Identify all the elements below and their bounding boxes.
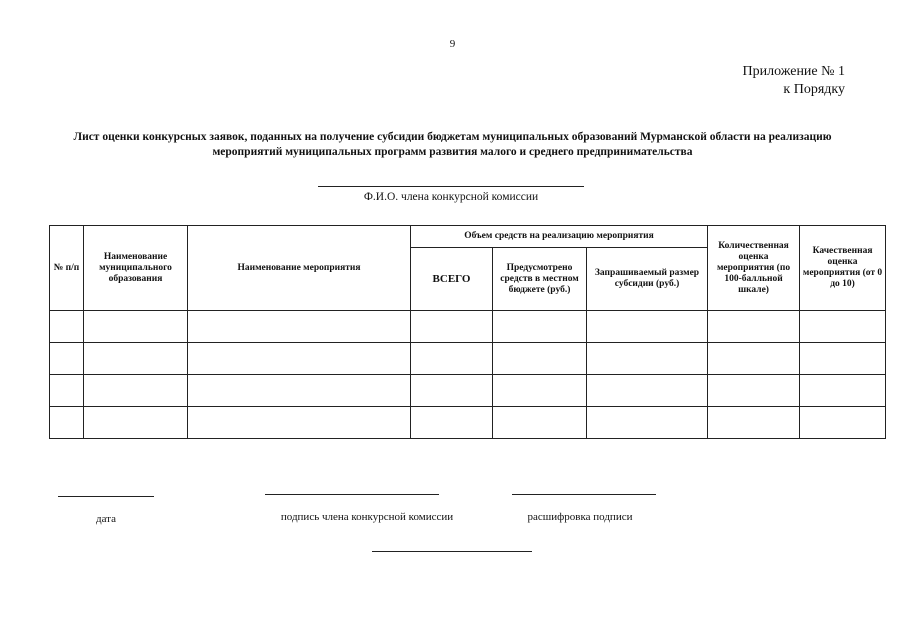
table-cell <box>587 311 708 343</box>
bottom-line <box>372 551 532 552</box>
table-cell <box>411 375 493 407</box>
table-cell <box>50 375 84 407</box>
table-cell <box>493 375 587 407</box>
table-row <box>50 375 886 407</box>
table-cell <box>411 407 493 439</box>
header-funds-group: Объем средств на реализацию мероприятия <box>411 226 708 248</box>
table-cell <box>188 375 411 407</box>
page-number: 9 <box>449 38 456 50</box>
header-municipality: Наименование муниципального образования <box>84 226 188 311</box>
table-cell <box>411 311 493 343</box>
commission-member-caption: Ф.И.О. члена конкурсной комиссии <box>363 191 539 203</box>
table-row <box>50 343 886 375</box>
signature-label: подпись члена конкурсной комиссии <box>280 511 454 523</box>
date-label: дата <box>95 513 117 525</box>
table-row <box>50 407 886 439</box>
header-requested-subsidy: Запрашиваемый размер субсидии (руб.) <box>587 248 708 311</box>
table-cell <box>84 407 188 439</box>
table-cell <box>800 407 886 439</box>
header-num: № п/п <box>50 226 84 311</box>
table-cell <box>708 407 800 439</box>
table-body <box>50 311 886 439</box>
table-cell <box>587 343 708 375</box>
appendix-line-1: Приложение № 1 <box>742 64 845 79</box>
table-cell <box>411 343 493 375</box>
table-cell <box>800 311 886 343</box>
signature-decoding-label: расшифровка подписи <box>527 511 633 523</box>
table-cell <box>188 311 411 343</box>
evaluation-table <box>49 225 886 439</box>
table-cell <box>50 311 84 343</box>
document-title: Лист оценки конкурсных заявок, поданных на получение субсидии бюджетам муниципальных образований Мурманской области на реализацию мероприятий муниципальных программ развития малого и среднего предпринимательства <box>73 131 832 158</box>
header-qualitative: Качественная оценка мероприятия (от 0 до 10) <box>800 226 886 311</box>
appendix-line-2: к Порядку <box>783 82 845 97</box>
header-event: Наименование мероприятия <box>188 226 411 311</box>
appendix-note <box>743 63 846 99</box>
table-cell <box>800 375 886 407</box>
table-cell <box>587 375 708 407</box>
table-cell <box>188 343 411 375</box>
table-cell <box>493 343 587 375</box>
table-cell <box>587 407 708 439</box>
commission-member-name-line <box>318 186 584 187</box>
table-cell <box>50 407 84 439</box>
table-cell <box>84 375 188 407</box>
table-cell <box>84 343 188 375</box>
table-cell <box>800 343 886 375</box>
table-cell <box>708 343 800 375</box>
header-local-budget: Предусмотрено средств в местном бюджете (руб.) <box>493 248 587 311</box>
table-cell <box>50 343 84 375</box>
table-cell <box>493 311 587 343</box>
table-cell <box>493 407 587 439</box>
table-cell <box>708 375 800 407</box>
header-quantitative: Количественная оценка мероприятия (по 100-балльной шкале) <box>708 226 800 311</box>
header-total: ВСЕГО <box>411 248 493 311</box>
date-line <box>58 496 154 497</box>
table-cell <box>84 311 188 343</box>
signature-decoding-line <box>512 494 656 495</box>
table-cell <box>188 407 411 439</box>
table-cell <box>708 311 800 343</box>
table-row <box>50 311 886 343</box>
signature-line <box>265 494 439 495</box>
